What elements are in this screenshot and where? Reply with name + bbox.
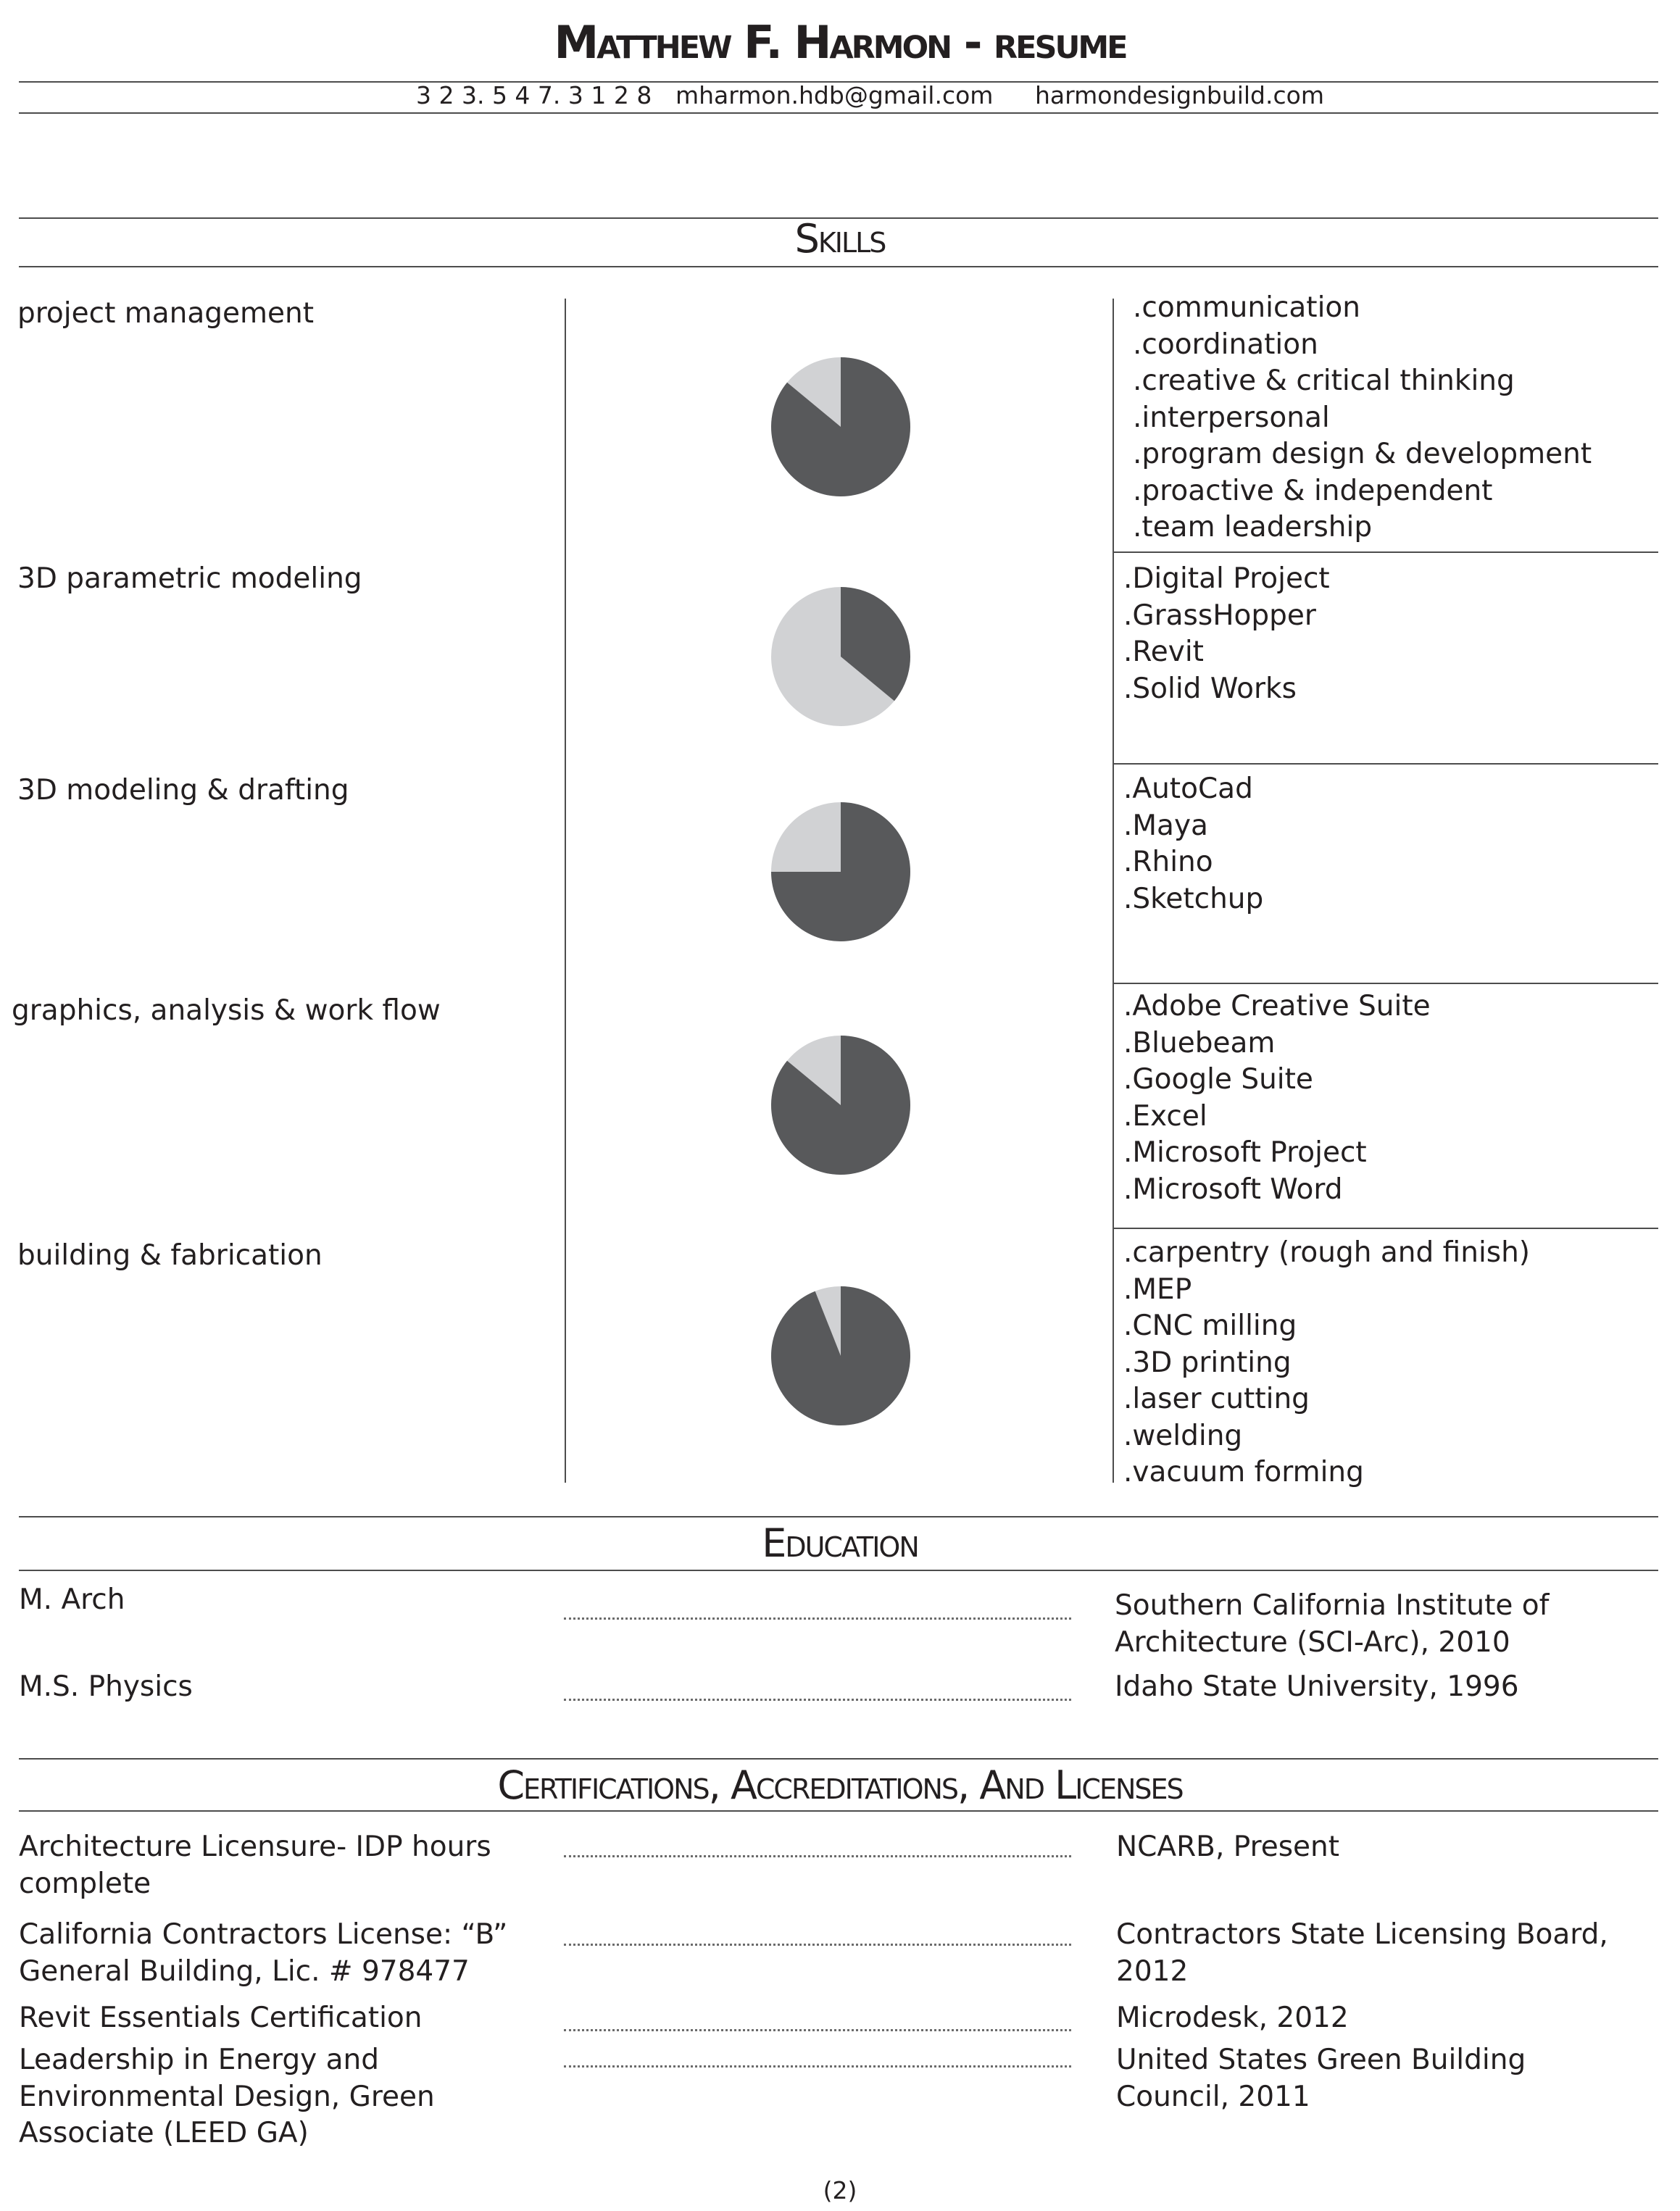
list-item: .communication — [1133, 291, 1360, 324]
skill-pie-chart — [770, 356, 912, 498]
education-degree: M.S. Physics — [19, 1670, 193, 1703]
education-heading: Education — [762, 1520, 918, 1566]
skill-pie-chart — [770, 1034, 912, 1176]
dotted-leader — [564, 1855, 1071, 1857]
list-item: .Rhino — [1123, 846, 1213, 878]
education-degree: M. Arch — [19, 1583, 125, 1616]
skill-list-3d-modeling-drafting — [1123, 771, 1263, 917]
list-item: .proactive & independent — [1133, 474, 1493, 507]
skill-pie-chart — [770, 586, 912, 728]
dotted-leader — [564, 1944, 1071, 1946]
list-item: .Microsoft Word — [1123, 1173, 1343, 1206]
list-item: .CNC milling — [1123, 1309, 1297, 1342]
skill-list-3d-parametric-modeling — [1123, 561, 1330, 707]
certifications-rule-top — [19, 1758, 1658, 1760]
list-item: .Digital Project — [1123, 562, 1330, 595]
certification-name: California Contractors License: “B” General Building, Lic. # 978477 — [19, 1918, 508, 1988]
certification-issuer: Contractors State Licensing Board, 2012 — [1116, 1918, 1608, 1988]
certifications-heading: Certifications, Accreditations, And Licenses — [497, 1762, 1183, 1808]
list-item: .interpersonal — [1133, 401, 1330, 434]
skills-rule-bottom — [19, 266, 1658, 267]
list-item: .carpentry (rough and finish) — [1123, 1236, 1531, 1269]
contact-website[interactable]: harmondesignbuild.com — [1035, 81, 1324, 109]
skills-heading: Skills — [794, 216, 886, 262]
certification-name: Leadership in Energy and Environmental Design, Green Associate (LEED GA) — [19, 2044, 435, 2149]
list-item: .Solid Works — [1123, 672, 1297, 705]
list-item: .coordination — [1133, 328, 1318, 361]
skills-row-separator — [1113, 551, 1658, 553]
dotted-leader — [564, 1699, 1071, 1701]
skill-label-3d-parametric-modeling: 3D parametric modeling — [17, 562, 362, 595]
list-item: .welding — [1123, 1419, 1243, 1452]
certification-name: Architecture Licensure- IDP hours complete — [19, 1831, 491, 1900]
skill-label-project-management: project management — [17, 297, 315, 330]
list-item: .vacuum forming — [1123, 1456, 1364, 1488]
list-item: .Bluebeam — [1123, 1026, 1276, 1059]
resume-title: Matthew F. Harmon - resume — [554, 16, 1126, 69]
education-rule-top — [19, 1516, 1658, 1517]
list-item: .Microsoft Project — [1123, 1136, 1367, 1169]
certifications-rule-bottom — [19, 1810, 1658, 1812]
dotted-leader — [564, 1617, 1071, 1620]
skills-divider-right — [1113, 299, 1114, 1483]
list-item: .program design & development — [1133, 438, 1592, 470]
list-item: .Adobe Creative Suite — [1123, 990, 1431, 1023]
header-rule-bottom — [19, 112, 1658, 114]
list-item: .laser cutting — [1123, 1383, 1310, 1415]
list-item: .Sketchup — [1123, 882, 1264, 915]
list-item: .creative & critical thinking — [1133, 365, 1515, 397]
list-item: .Revit — [1123, 636, 1204, 668]
skills-row-separator — [1113, 763, 1658, 765]
certification-name: Revit Essentials Certification — [19, 2002, 423, 2034]
certification-issuer: Microdesk, 2012 — [1116, 2002, 1349, 2034]
page-number: (2) — [823, 2176, 857, 2204]
list-item: .team leadership — [1133, 511, 1373, 544]
skill-list-building-fabrication — [1123, 1235, 1530, 1491]
dotted-leader — [564, 2065, 1071, 2068]
list-item: .Google Suite — [1123, 1063, 1313, 1096]
education-rule-bottom — [19, 1570, 1658, 1571]
skills-row-separator — [1113, 1228, 1658, 1229]
skills-divider-left — [565, 299, 566, 1483]
skills-row-separator — [1113, 983, 1658, 984]
list-item: .Excel — [1123, 1099, 1207, 1133]
education-institution: Southern California Institute of Architecture (SCI-Arc), 2010 — [1115, 1589, 1550, 1659]
skill-list-graphics-analysis-work-flow — [1123, 988, 1431, 1208]
skill-label-building-fabrication: building & fabrication — [17, 1239, 323, 1272]
list-item: .Maya — [1123, 809, 1208, 842]
skill-list-project-management — [1133, 290, 1592, 546]
certification-issuer: NCARB, Present — [1116, 1831, 1340, 1863]
certification-issuer: United States Green Building Council, 2011 — [1116, 2044, 1526, 2113]
list-item: .MEP — [1123, 1273, 1192, 1306]
dotted-leader — [564, 2029, 1071, 2031]
skill-pie-chart — [770, 1285, 912, 1427]
skill-label-3d-modeling-drafting: 3D modeling & drafting — [17, 774, 349, 807]
contact-phone: 3 2 3. 5 4 7. 3 1 2 8 — [416, 81, 652, 109]
skill-label-graphics-analysis-work-flow: graphics, analysis & work flow — [12, 994, 441, 1027]
list-item: .GrassHopper — [1123, 599, 1316, 632]
contact-email[interactable]: mharmon.hdb@gmail.com — [675, 81, 994, 109]
skill-pie-chart — [770, 801, 912, 943]
education-institution: Idaho State University, 1996 — [1115, 1670, 1519, 1703]
list-item: .AutoCad — [1123, 773, 1253, 805]
list-item: .3D printing — [1123, 1346, 1292, 1379]
